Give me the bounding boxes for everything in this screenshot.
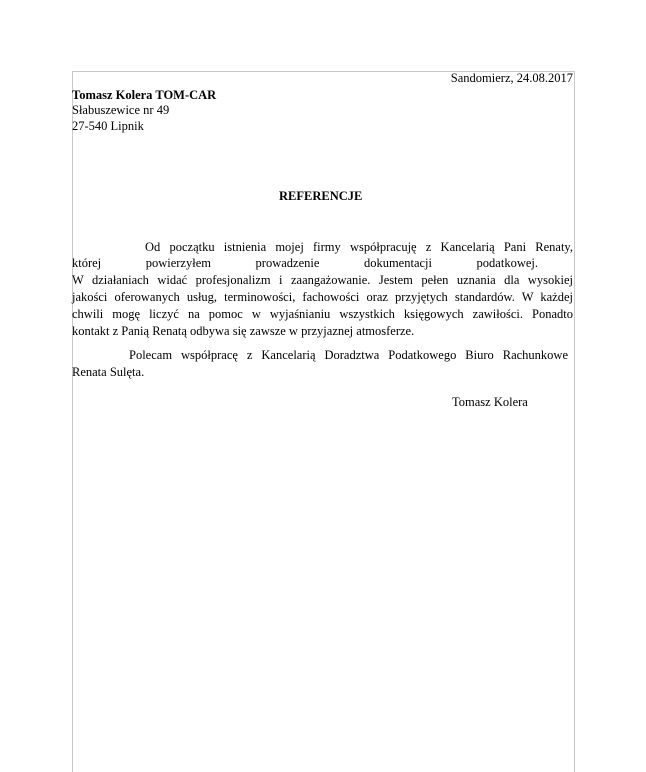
document-page xyxy=(72,71,575,772)
paragraph1-line3: W działaniach widać profesjonalizm i zaangażowanie. Jestem pełen uznania dla wysokiej xyxy=(72,273,573,287)
paragraph1-line4: jakości oferowanych usług, terminowości, fachowości oraz przyjętych standardów. W każdej xyxy=(72,290,573,304)
sender-address-line1: Słabuszewice nr 49 xyxy=(72,103,170,117)
document-title: REFERENCJE xyxy=(279,189,363,203)
paragraph2-line2: Renata Sulęta. xyxy=(72,365,145,379)
paragraph1-line6: kontakt z Panią Renatą odbywa się zawsze w przyjaznej atmosferze. xyxy=(72,324,415,338)
paragraph1-line2: której powierzyłem prowadzenie dokumentacji podatkowej. xyxy=(72,256,538,270)
sender-address-line2: 27-540 Lipnik xyxy=(72,119,144,133)
signature: Tomasz Kolera xyxy=(452,395,528,409)
paragraph1-line5: chwili mogę liczyć na pomoc w wyjaśnianiu wszystkich księgowych zawiłości. Ponadto xyxy=(72,307,573,321)
paragraph2-line1: Polecam współpracę z Kancelarią Doradztwa Podatkowego Biuro Rachunkowe xyxy=(129,348,568,362)
sender-name: Tomasz Kolera TOM-CAR xyxy=(72,88,217,102)
place-date: Sandomierz, 24.08.2017 xyxy=(450,71,573,85)
paragraph1-line1: Od początku istnienia mojej firmy współpracuję z Kancelarią Pani Renaty, xyxy=(145,240,573,254)
